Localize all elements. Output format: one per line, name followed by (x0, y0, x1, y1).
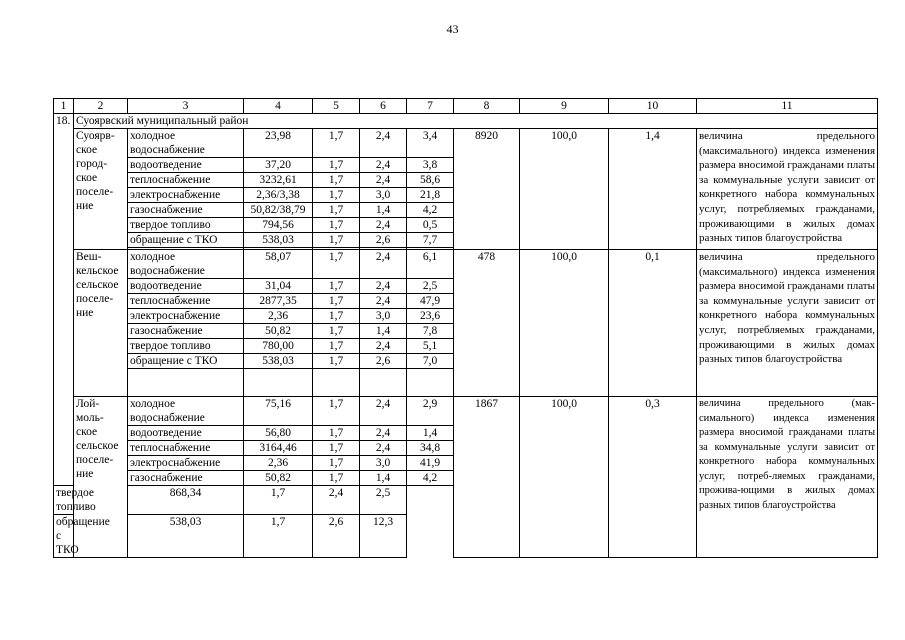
settlement-name-line: ское (76, 426, 98, 438)
value-c6: 2,4 (360, 441, 407, 456)
empty-cell (313, 369, 360, 397)
value-c4: 2,36 (244, 456, 313, 471)
value-c5: 1,7 (313, 158, 360, 173)
settlement-description: величина предельного (максимального) индекса изменения размера вносимой гражданами платы за коммунальные услуги зависит от конкретного набора коммунальных услуг, потребляемых гражданами, проживающими в жилых домах разных типов благоустройства (697, 250, 878, 397)
settlement-name-line: поселе- (76, 454, 114, 466)
value-c7: 7,0 (407, 354, 454, 369)
value-c4: 31,04 (244, 279, 313, 294)
value-c7: 2,5 (360, 486, 407, 515)
value-c4: 75,16 (244, 397, 313, 426)
service-name: газоснабжение (128, 324, 244, 339)
value-c5: 1,7 (313, 339, 360, 354)
header-cell: 9 (520, 99, 609, 114)
value-c6: 2,4 (360, 158, 407, 173)
value-c7: 3,4 (407, 129, 454, 158)
value-c4: 538,03 (244, 233, 313, 248)
settlement-col10: 0,1 (609, 250, 697, 397)
value-c6: 3,0 (360, 188, 407, 203)
value-c5: 1,7 (244, 515, 313, 558)
value-c4: 3232,61 (244, 173, 313, 188)
table-row (54, 129, 878, 158)
service-name: твердое топливо (128, 218, 244, 233)
value-c6: 3,0 (360, 456, 407, 471)
value-c6: 2,6 (360, 233, 407, 248)
header-cell: 3 (128, 99, 244, 114)
value-c5: 1,7 (313, 233, 360, 248)
header-cell: 4 (244, 99, 313, 114)
value-c7: 6,1 (407, 250, 454, 279)
settlement-col8: 1867 (454, 397, 520, 558)
value-c4: 50,82 (244, 471, 313, 486)
service-name: холодное водоснабжение (128, 397, 244, 426)
settlement-col9: 100,0 (520, 129, 609, 250)
service-name: электроснабжение (128, 456, 244, 471)
value-c7: 41,9 (407, 456, 454, 471)
settlement-name-line: Веш- (76, 251, 102, 263)
settlement-name-line: город- (76, 158, 108, 170)
value-c4: 2877,35 (244, 294, 313, 309)
settlement-name-line: ние (76, 468, 94, 480)
value-c7: 5,1 (407, 339, 454, 354)
district-name: Суоярвский муниципальный район (74, 114, 878, 129)
header-cell: 11 (697, 99, 878, 114)
value-c7: 34,8 (407, 441, 454, 456)
value-c4: 58,07 (244, 250, 313, 279)
value-c4: 538,03 (128, 515, 244, 558)
service-name: обращение с ТКО (128, 233, 244, 248)
value-c4: 50,82/38,79 (244, 203, 313, 218)
table-row (54, 250, 878, 279)
settlement-col9: 100,0 (520, 250, 609, 397)
value-c5: 1,7 (313, 426, 360, 441)
value-c6: 2,6 (360, 354, 407, 369)
value-c7: 0,5 (407, 218, 454, 233)
settlement-name (74, 250, 128, 397)
value-c6: 2,4 (360, 173, 407, 188)
settlement-col8: 8920 (454, 129, 520, 250)
service-name: водоотведение (128, 279, 244, 294)
settlement-col10: 0,3 (609, 397, 697, 558)
value-c7: 23,6 (407, 309, 454, 324)
service-name: электроснабжение (128, 309, 244, 324)
settlement-name-line: поселе- (76, 186, 114, 198)
empty-cell (360, 369, 407, 397)
page-number: 43 (446, 22, 459, 36)
value-c5: 1,7 (244, 486, 313, 515)
settlement-name-line: Суоярв- (76, 130, 115, 142)
value-c4: 23,98 (244, 129, 313, 158)
service-name: обращение с ТКО (128, 354, 244, 369)
header-cell: 7 (407, 99, 454, 114)
settlement-col10: 1,4 (609, 129, 697, 250)
value-c7: 21,8 (407, 188, 454, 203)
value-c5: 1,7 (313, 397, 360, 426)
settlement-description: величина предельного (мак-симального) индекса изменения размера вносимой гражданами платы за коммунальные услуги зависит от конкретного набора коммунальных услуг, потреб-ляемых гражданами, прожива-ющими в жилых домах разных типов благоустройства (697, 397, 878, 558)
value-c7: 47,9 (407, 294, 454, 309)
value-c6: 1,4 (360, 324, 407, 339)
header-cell: 5 (313, 99, 360, 114)
settlement-name-line: ние (76, 200, 94, 212)
value-c5: 1,7 (313, 354, 360, 369)
value-c5: 1,7 (313, 471, 360, 486)
value-c6: 2,4 (360, 279, 407, 294)
value-c7: 58,6 (407, 173, 454, 188)
value-c6: 2,4 (360, 218, 407, 233)
service-name: твердое топливо (54, 486, 74, 515)
value-c7: 2,5 (407, 279, 454, 294)
value-c6: 2,4 (360, 250, 407, 279)
service-name: теплоснабжение (128, 441, 244, 456)
value-c6: 2,6 (313, 515, 360, 558)
settlement-name-line: ние (76, 307, 94, 319)
value-c4: 50,82 (244, 324, 313, 339)
utility-tariff-table (53, 98, 878, 558)
value-c5: 1,7 (313, 218, 360, 233)
value-c4: 3164,46 (244, 441, 313, 456)
value-c5: 1,7 (313, 188, 360, 203)
value-c6: 2,4 (360, 294, 407, 309)
value-c4: 780,00 (244, 339, 313, 354)
settlement-name (74, 129, 128, 250)
value-c7: 3,8 (407, 158, 454, 173)
header-cell: 2 (74, 99, 128, 114)
empty-cell (244, 369, 313, 397)
value-c7: 1,4 (407, 426, 454, 441)
table-row (54, 397, 878, 426)
value-c7: 12,3 (360, 515, 407, 558)
value-c4: 868,34 (128, 486, 244, 515)
value-c5: 1,7 (313, 129, 360, 158)
service-name: газоснабжение (128, 471, 244, 486)
settlement-col9: 100,0 (520, 397, 609, 558)
district-number: 18. (54, 114, 74, 486)
settlement-name-line: моль- (76, 412, 104, 424)
value-c6: 2,4 (360, 397, 407, 426)
value-c6: 2,4 (360, 129, 407, 158)
value-c6: 3,0 (360, 309, 407, 324)
header-cell: 8 (454, 99, 520, 114)
settlement-name-line: ское (76, 172, 98, 184)
value-c6: 1,4 (360, 471, 407, 486)
value-c6: 2,4 (360, 426, 407, 441)
value-c7: 7,7 (407, 233, 454, 248)
value-c4: 538,03 (244, 354, 313, 369)
settlement-col8: 478 (454, 250, 520, 397)
service-name: холодное водоснабжение (128, 250, 244, 279)
value-c5: 1,7 (313, 294, 360, 309)
value-c6: 2,4 (313, 486, 360, 515)
service-name: холодное водоснабжение (128, 129, 244, 158)
empty-cell (407, 369, 454, 397)
settlement-name-line: сельское (76, 279, 119, 291)
service-name: теплоснабжение (128, 173, 244, 188)
service-name: электроснабжение (128, 188, 244, 203)
service-name: теплоснабжение (128, 294, 244, 309)
service-name: водоотведение (128, 158, 244, 173)
settlement-name-line: кельское (76, 265, 119, 277)
value-c5: 1,7 (313, 324, 360, 339)
value-c5: 1,7 (313, 309, 360, 324)
value-c4: 2,36/3,38 (244, 188, 313, 203)
value-c7: 4,2 (407, 471, 454, 486)
value-c5: 1,7 (313, 203, 360, 218)
settlement-name (74, 397, 128, 558)
value-c7: 7,8 (407, 324, 454, 339)
settlement-name-line: поселе- (76, 293, 114, 305)
service-name: газоснабжение (128, 203, 244, 218)
settlement-name-line: сельское (76, 440, 119, 452)
settlement-name-line: Лой- (76, 398, 100, 410)
value-c5: 1,7 (313, 279, 360, 294)
service-name: водоотведение (128, 426, 244, 441)
value-c5: 1,7 (313, 441, 360, 456)
service-name: твердое топливо (128, 339, 244, 354)
value-c5: 1,7 (313, 250, 360, 279)
service-name: обращение с ТКО (54, 515, 74, 558)
value-c7: 4,2 (407, 203, 454, 218)
settlement-description: величина предельного (максимального) индекса изменения размера вносимой гражданами платы за коммунальные услуги зависит от конкретного набора коммунальных услуг, потребляемых гражданами, проживающими в жилых домах разных типов благоустройства (697, 129, 878, 250)
value-c4: 794,56 (244, 218, 313, 233)
value-c4: 2,36 (244, 309, 313, 324)
value-c4: 56,80 (244, 426, 313, 441)
district-row (54, 114, 878, 129)
header-cell: 6 (360, 99, 407, 114)
header-cell: 1 (54, 99, 74, 114)
header-row (54, 99, 878, 114)
empty-cell (128, 369, 244, 397)
value-c5: 1,7 (313, 173, 360, 188)
value-c5: 1,7 (313, 456, 360, 471)
value-c7: 2,9 (407, 397, 454, 426)
header-cell: 10 (609, 99, 697, 114)
value-c6: 1,4 (360, 203, 407, 218)
value-c4: 37,20 (244, 158, 313, 173)
value-c6: 2,4 (360, 339, 407, 354)
settlement-name-line: ское (76, 144, 98, 156)
